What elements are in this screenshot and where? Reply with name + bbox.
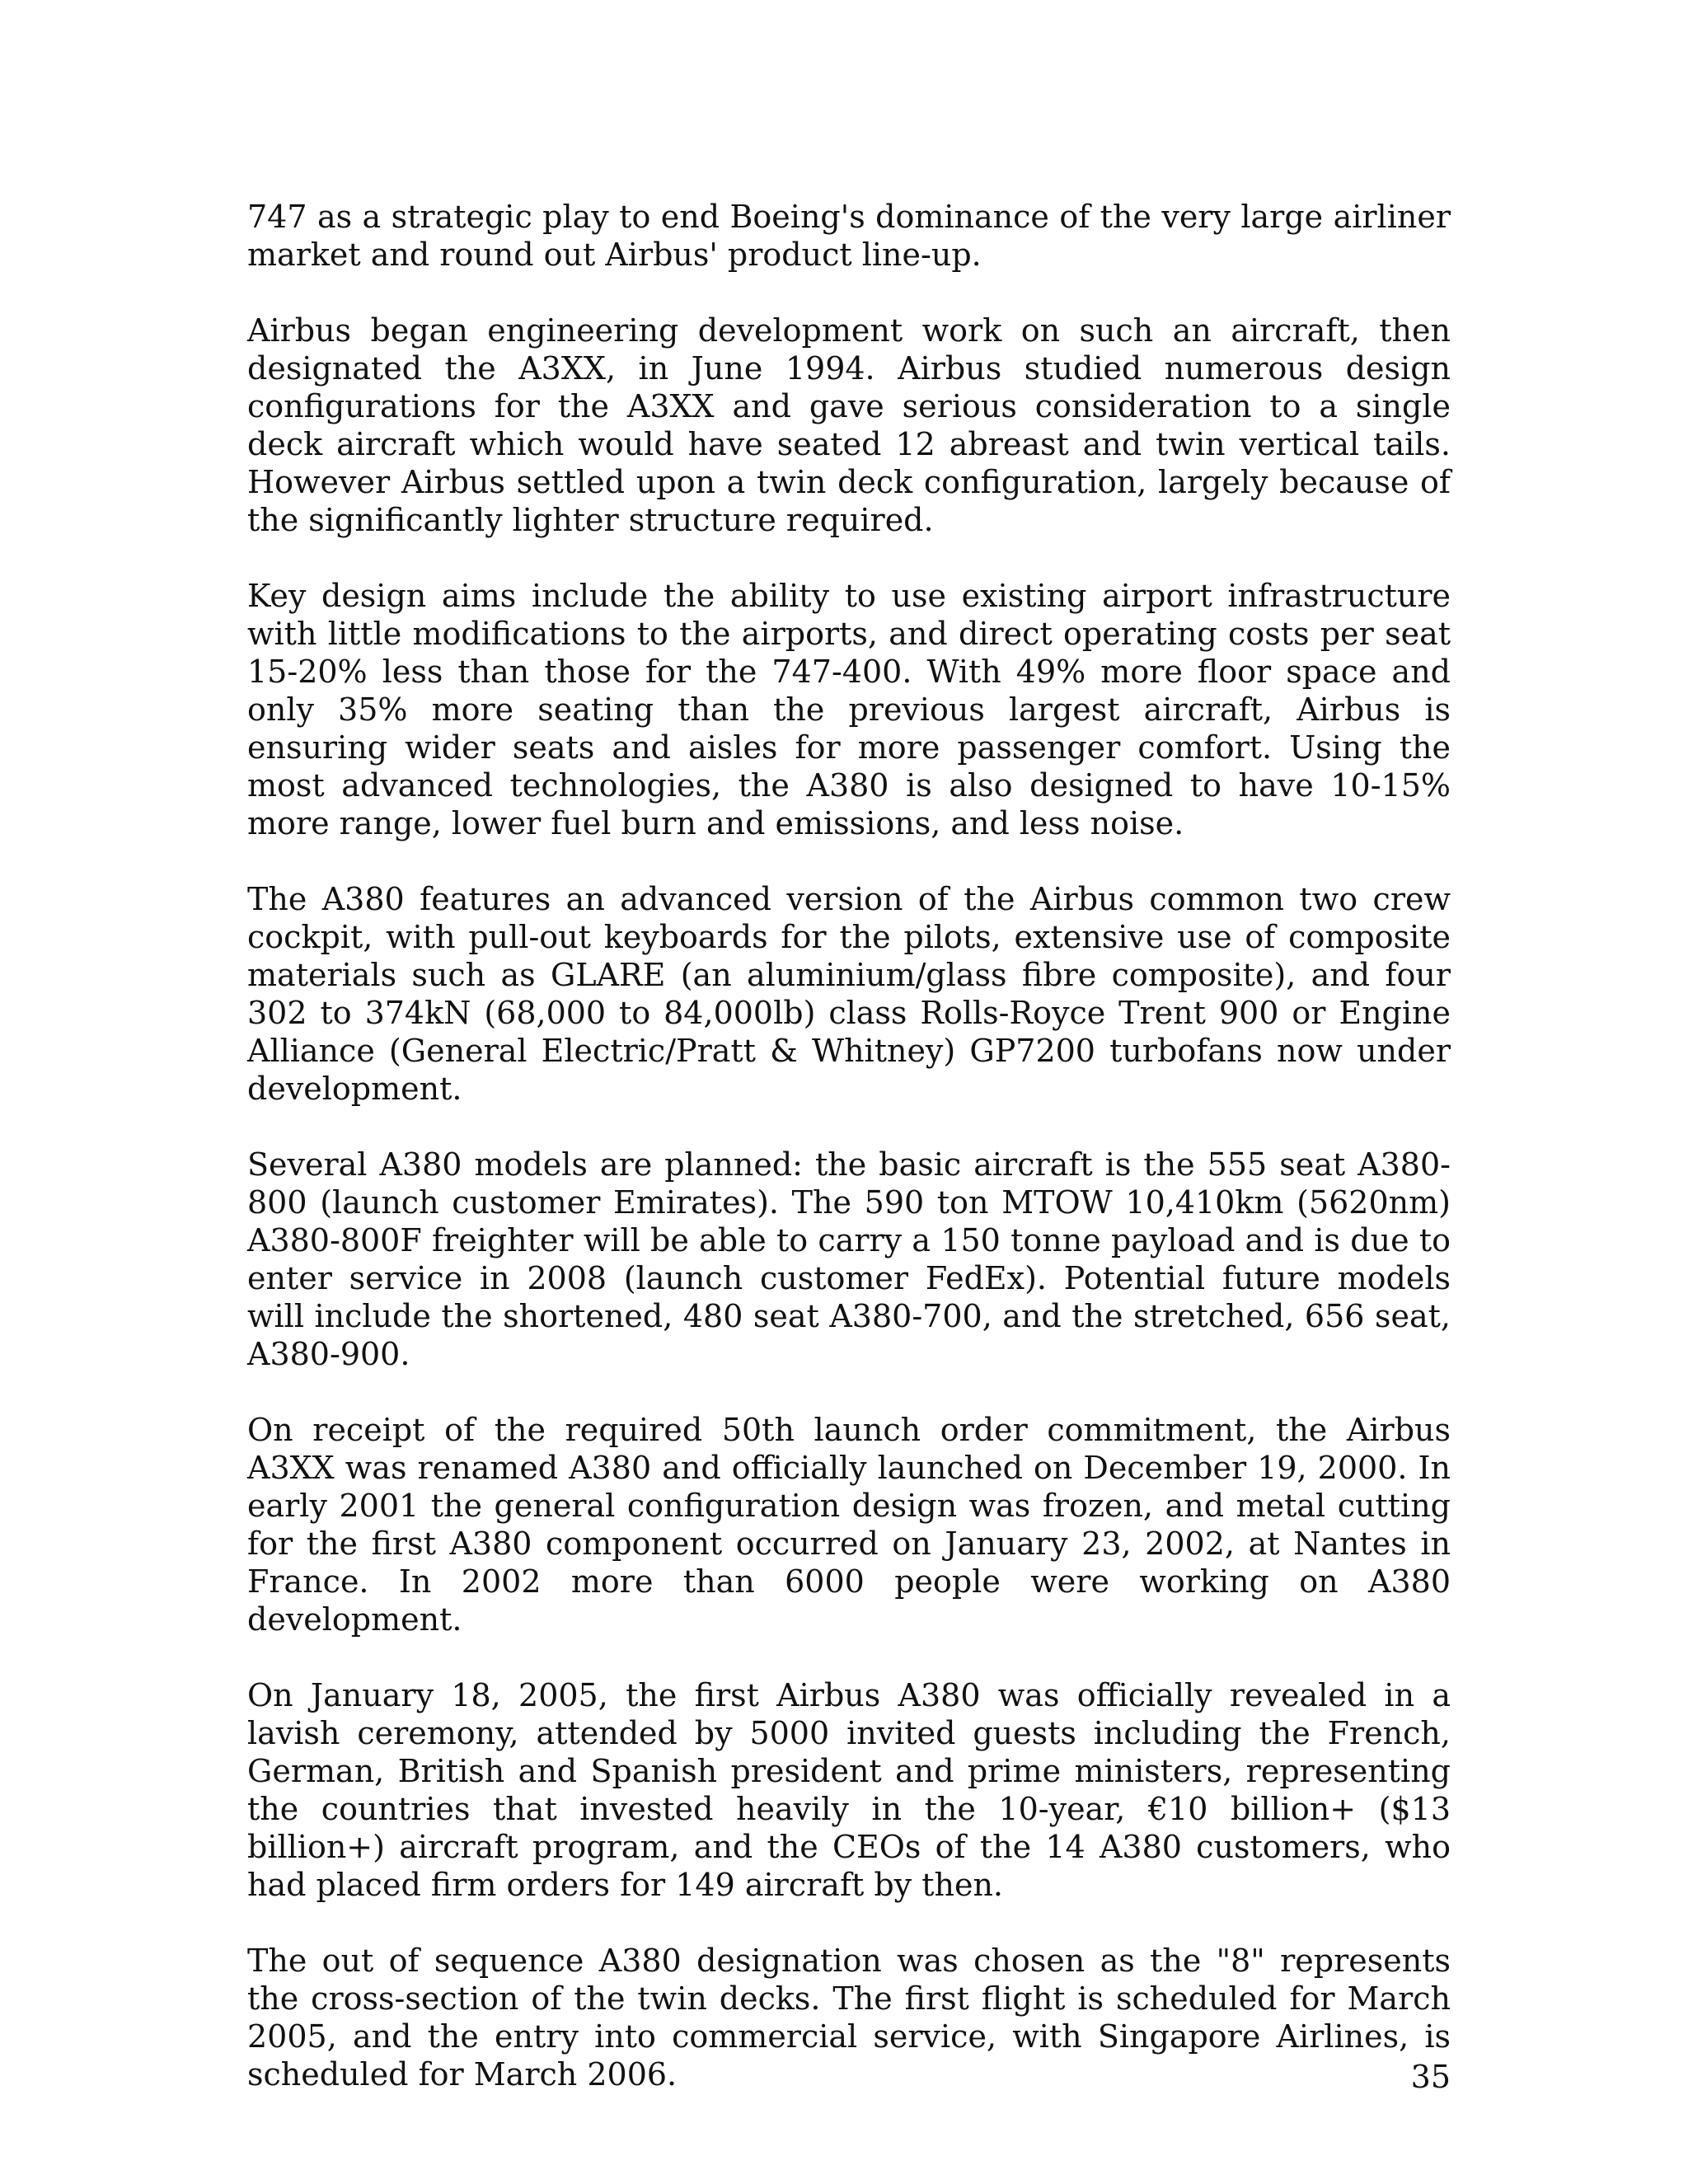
page-number: 35 [1410, 2059, 1451, 2095]
body-text [247, 198, 1451, 2093]
paragraph: The out of sequence A380 designation was chosen as the "8" represents the cross-section of the twin decks. The first flight is scheduled for March 2005, and the entry into commercial service, with Singapore Airlines, is scheduled for March 2006. [247, 1943, 1451, 2093]
paragraph: Several A380 models are planned: the basic aircraft is the 555 seat A380-800 (launch customer Emirates). The 590 ton MTOW 10,410km (5620nm) A380-800F freighter will be able to carry a 150 tonne payload and is due to enter service in 2008 (launch customer FedEx). Potential future models will include the shortened, 480 seat A380-700, and the stretched, 656 seat, A380-900. [247, 1146, 1451, 1372]
paragraph: Key design aims include the ability to use existing airport infrastructure with little modifications to the airports, and direct operating costs per seat 15-20% less than those for the 747-400. With 49% more floor space and only 35% more seating than the previous largest aircraft, Airbus is ensuring wider seats and aisles for more passenger comfort. Using the most advanced technologies, the A380 is also designed to have 10-15% more range, lower fuel burn and emissions, and less noise. [247, 578, 1451, 841]
paragraph: The A380 features an advanced version of the Airbus common two crew cockpit, with pull-out keyboards for the pilots, extensive use of composite materials such as GLARE (an aluminium/glass fibre composite), and four 302 to 374kN (68,000 to 84,000lb) class Rolls-Royce Trent 900 or Engine Alliance (General Electric/Pratt & Whitney) GP7200 turbofans now under development. [247, 881, 1451, 1107]
paragraph: On January 18, 2005, the first Airbus A380 was officially revealed in a lavish ceremony, attended by 5000 invited guests including the French, German, British and Spanish president and prime ministers, representing the countries that invested heavily in the 10-year, €10 billion+ ($13 billion+) aircraft program, and the CEOs of the 14 A380 customers, who had placed firm orders for 149 aircraft by then. [247, 1677, 1451, 1903]
paragraph: On receipt of the required 50th launch order commitment, the Airbus A3XX was renamed A380 and officially launched on December 19, 2000. In early 2001 the general configuration design was frozen, and metal cutting for the first A380 component occurred on January 23, 2002, at Nantes in France. In 2002 more than 6000 people were working on A380 development. [247, 1412, 1451, 1638]
paragraph: 747 as a strategic play to end Boeing's dominance of the very large airliner market and round out Airbus' product line-up. [247, 199, 1451, 273]
paragraph: Airbus began engineering development work on such an aircraft, then designated the A3XX, in June 1994. Airbus studied numerous design configurations for the A3XX and gave serious consideration to a single deck aircraft which would have seated 12 abreast and twin vertical tails. However Airbus settled upon a twin deck configuration, largely because of the significantly lighter structure required. [247, 312, 1451, 538]
